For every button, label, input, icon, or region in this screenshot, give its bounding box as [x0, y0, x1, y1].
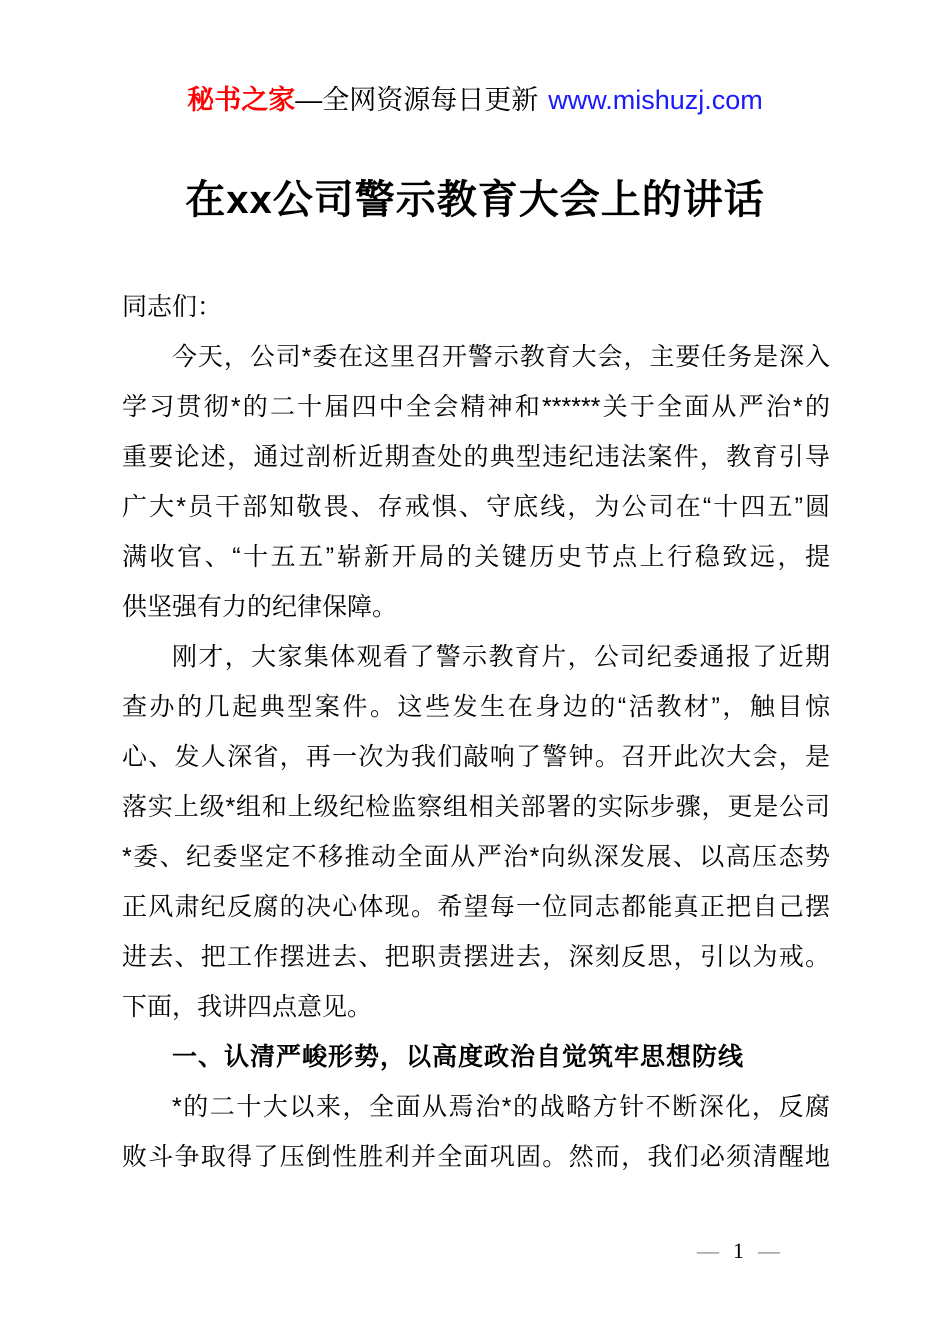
paragraph-salutation: [122, 282, 830, 332]
paragraph: [122, 632, 830, 1032]
body-line: 落实上级*组和上级纪检监察组相关部署的实际步骤，更是公司: [122, 793, 830, 821]
page-number-right-dash: —: [758, 1238, 780, 1263]
body-line: *的二十大以来，全面从焉治*的战略方针不断深化，反腐: [172, 1093, 830, 1121]
document-body: [122, 282, 830, 1182]
paragraph: [122, 332, 830, 632]
page-number-left-dash: —: [697, 1238, 719, 1263]
body-line: 满收官、“十五五”崭新开局的关键历史节点上行稳致远，提: [122, 543, 830, 571]
document-title: 在xx公司警示教育大会上的讲话: [185, 178, 765, 222]
body-line: 今天，公司*委在这里召开警示教育大会，主要任务是深入: [172, 343, 830, 371]
tagline-text: —全网资源每日更新: [295, 85, 539, 115]
body-line: 进去、把工作摆进去、把职责摆进去，深刻反思，引以为戒。: [122, 943, 830, 971]
body-line: 心、发人深省，再一次为我们敲响了警钟。召开此次大会，是: [122, 743, 830, 771]
body-line: 广大*员干部知敬畏、存戒惧、守底线，为公司在“十四五”圆: [122, 493, 830, 521]
body-line: 正风肃纪反腐的决心体现。希望每一位同志都能真正把自己摆: [122, 893, 830, 921]
paragraph-heading: [122, 1032, 830, 1082]
body-line: 查办的几起典型案件。这些发生在身边的“活教材”，触目惊: [122, 693, 830, 721]
brand-text: 秘书之家: [187, 85, 296, 115]
page-number: [697, 1236, 780, 1266]
body-line: 下面，我讲四点意见。: [122, 993, 373, 1021]
body-line: 刚才，大家集体观看了警示教育片，公司纪委通报了近期: [172, 643, 830, 671]
header-banner: [0, 80, 950, 120]
body-line: 重要论述，通过剖析近期查处的典型违纪违法案件，教育引导: [122, 443, 830, 471]
page-number-value: 1: [733, 1238, 744, 1263]
body-line: 败斗争取得了压倒性胜利并全面巩固。然而，我们必须清醒地: [122, 1143, 830, 1171]
paragraph: [122, 1082, 830, 1182]
body-line: 同志们：: [122, 293, 223, 321]
body-line: *委、纪委坚定不移推动全面从严治*向纵深发展、以高压态势: [122, 843, 830, 871]
body-line: 学习贯彻*的二十届四中全会精神和******关于全面从严治*的: [122, 393, 830, 421]
body-line: 供坚强有力的纪律保障。: [122, 593, 398, 621]
site-url-link[interactable]: www.mishuzj.com: [548, 85, 763, 115]
section-heading: 一、认清严峻形势，以高度政治自觉筑牢思想防线: [172, 1043, 745, 1071]
